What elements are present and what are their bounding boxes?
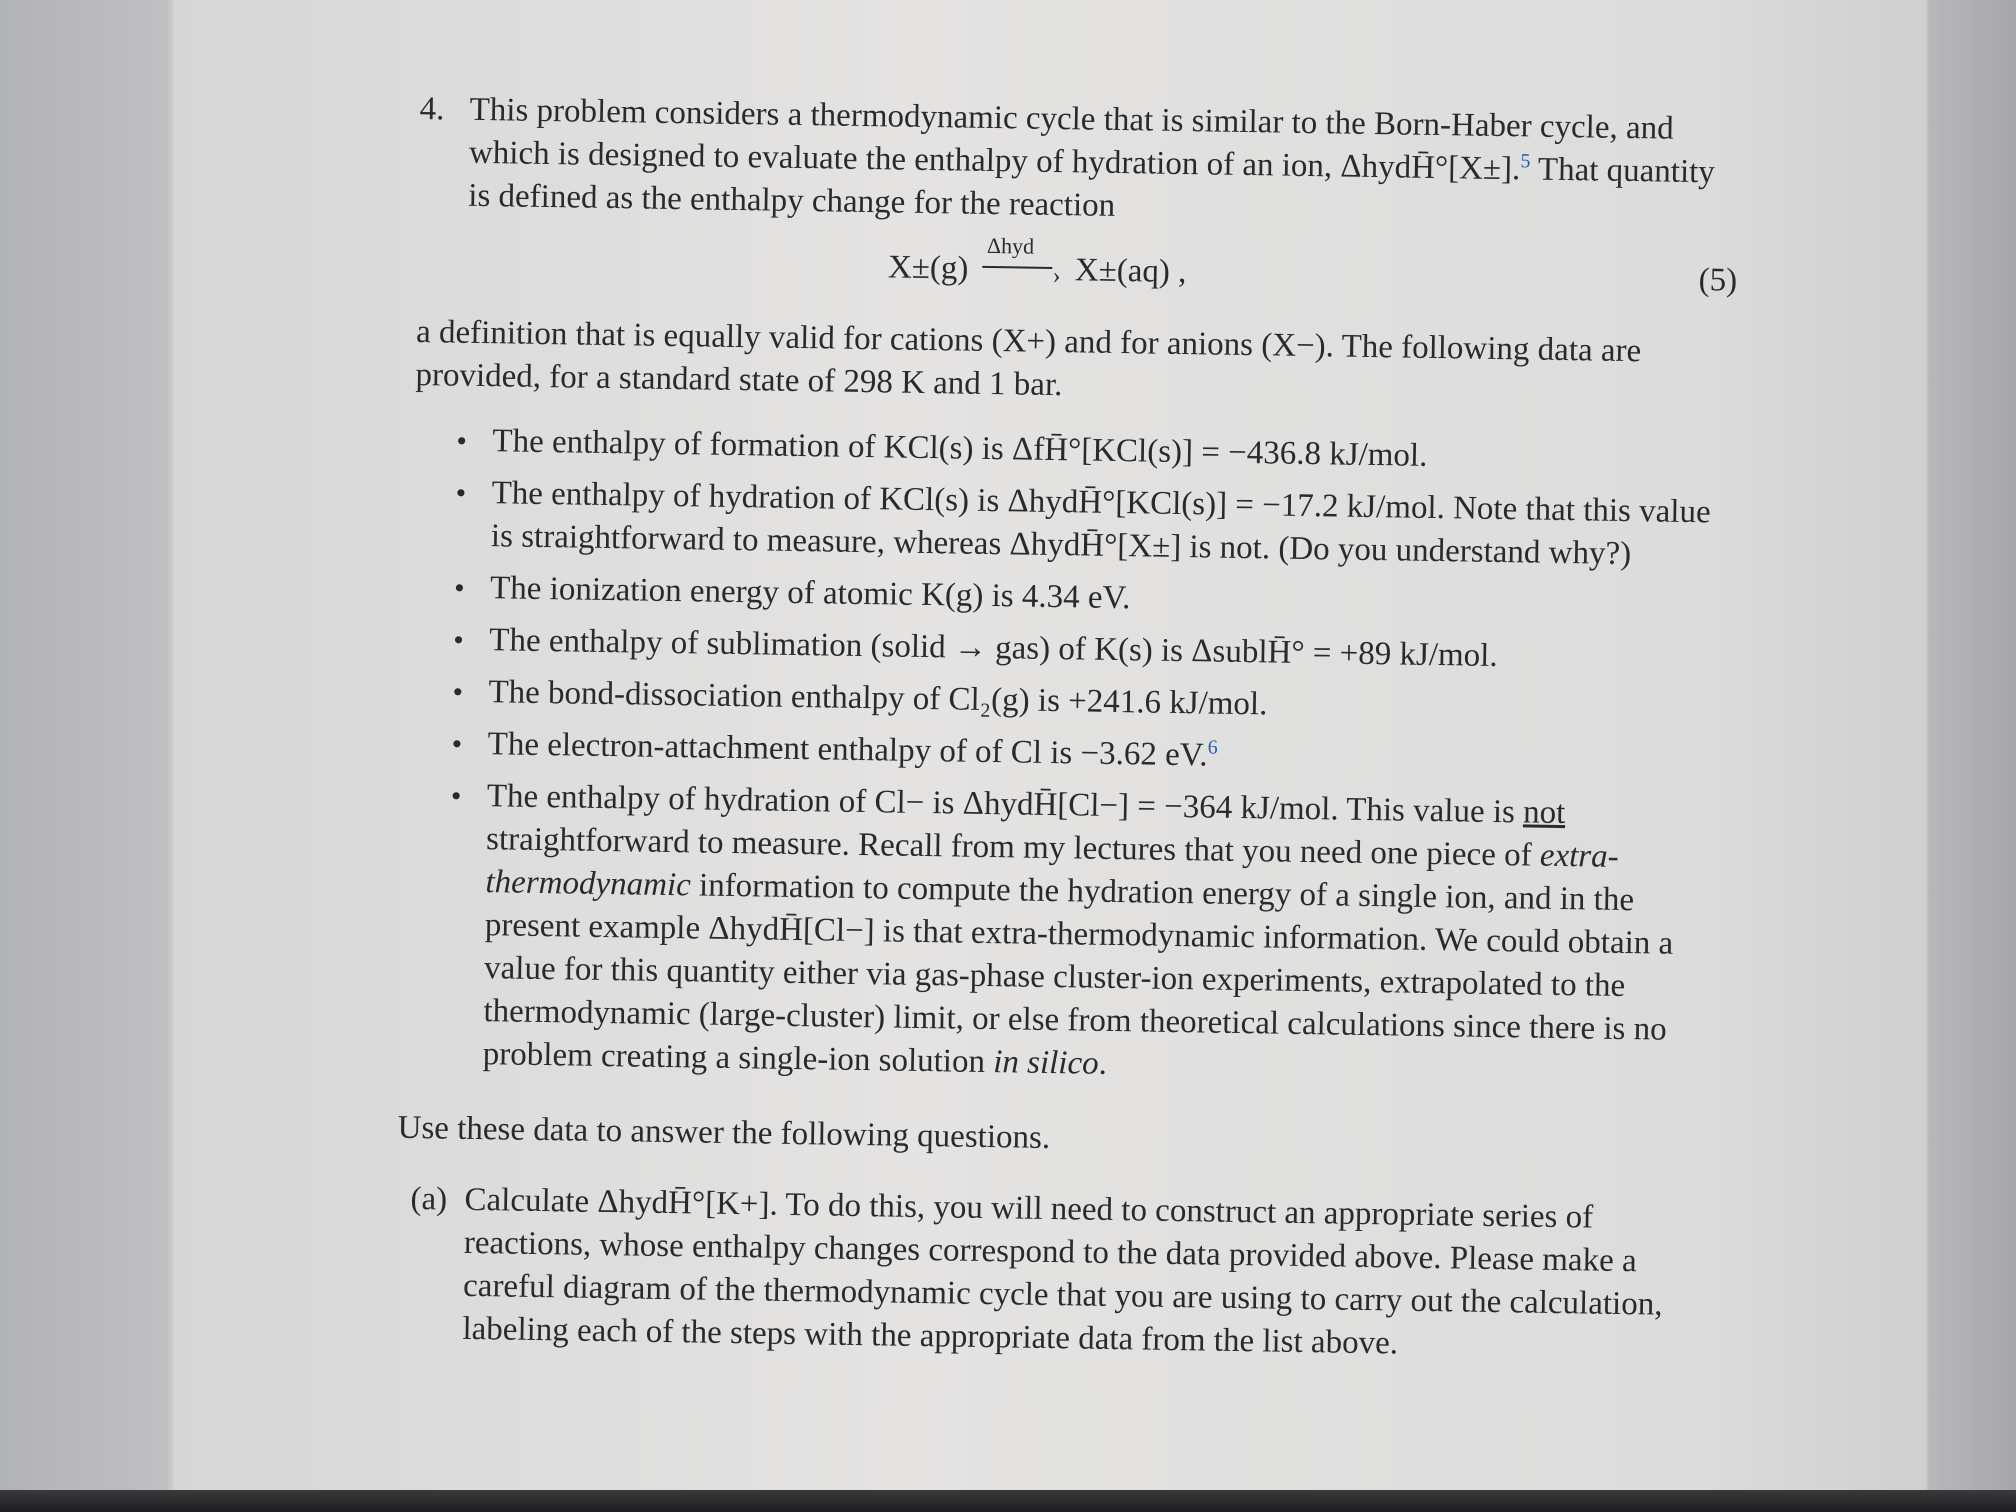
list-item-text: straightforward to measure. Recall from my lectures that you need one piece of (485, 821, 1541, 874)
list-item-text: The enthalpy of sublimation (solid → gas) of K(s) is ΔsublH̄° = +89 kJ/mol. (489, 622, 1498, 674)
list-item (453, 567, 1733, 630)
problem-document (397, 88, 1740, 1371)
reaction-equation (417, 232, 1738, 312)
arrow-head-icon: › (1052, 262, 1061, 290)
part-a-text: Calculate ΔhydH̄°[K+]. To do this, you will need to construct an appropriate series of reactions, whose enthalpy changes correspond to the data provided above. Please make a careful diagram of the thermodynamic cycle that you are using to carry out the calculation, labeling each of the steps with the appropriate data from the list above. (462, 1181, 1663, 1362)
list-item (456, 420, 1735, 483)
equation-number: (5) (1698, 262, 1738, 299)
data-list (404, 419, 1734, 1096)
bullet-icon: • (456, 424, 468, 458)
list-item-text: The bond-dissociation enthalpy of Cl₂(g) is +241.6 kJ/mol. (488, 674, 1268, 723)
list-item-text: The enthalpy of hydration of Cl− is ΔhydH̄[Cl−] = −364 kJ/mol. This value is (486, 778, 1524, 831)
list-item (455, 472, 1734, 577)
arrow-label: Δhyd (986, 232, 1035, 259)
intro-text-2: That quantity is defined as the enthalpy change for the reaction (468, 151, 1716, 224)
bullet-icon: • (452, 675, 464, 709)
equation-left: X±(g) (887, 249, 969, 287)
bullet-icon: • (451, 727, 463, 761)
problem-number: 4. (419, 90, 445, 128)
monitor-bottom-edge (0, 1490, 2016, 1512)
footnote-marker-6[interactable]: 6 (1207, 736, 1218, 759)
list-item (453, 619, 1732, 682)
italic-phrase: extra-thermodynamic (485, 837, 1619, 904)
equation-right: X±(aq) , (1074, 252, 1187, 291)
list-item (450, 775, 1729, 1095)
italic-phrase: in silico (992, 1044, 1099, 1082)
list-item-text: The enthalpy of hydration of KCl(s) is ΔhydH̄°[KCl(s)] = −17.2 kJ/mol. Note that this value is straightforward to measure, whereas ΔhydH̄°[X±] is not. (Do you understand why?) (490, 475, 1711, 573)
monitor-bezel-left (0, 0, 168, 1512)
reaction-arrow (982, 232, 1061, 292)
list-item-text: The enthalpy of formation of KCl(s) is ΔfH̄°[KCl(s)] = −436.8 kJ/mol. (492, 423, 1428, 474)
list-item (452, 671, 1731, 734)
list-item-text: information to compute the hydration energy of a single ion, and in the present example ΔhydH̄[Cl−] is that extra-thermodynamic information. We could obtain a value for this quantity either via gas-phase cluster-ion experiments, extrapolated to the thermodynamic (large-cluster) limit, or else from theoretical calculations since there is no problem creating a single-ion solution (482, 867, 1674, 1081)
list-item (451, 723, 1730, 786)
definition-paragraph: a definition that is equally valid for cations (X+) and for anions (X−). The following data are provided, for a standard state of 298 K and 1 bar. (415, 313, 1642, 404)
list-item-text: The electron-attachment enthalpy of of Cl is −3.62 eV. (487, 726, 1208, 774)
list-item-text: The ionization energy of atomic K(g) is 4.34 eV. (489, 570, 1131, 617)
bullet-icon: • (455, 476, 467, 510)
instructions-line: Use these data to answer the following questions. (397, 1109, 1051, 1157)
intro-text: This problem considers a thermodynamic cycle that is similar to the Born-Haber cycle, and which is designed to evaluate the enthalpy of hydration of an ion, ΔhydH̄°[X±]. (468, 91, 1674, 188)
part-a (400, 1178, 1723, 1371)
part-a-label: (a) (410, 1180, 448, 1218)
problem-intro (418, 88, 1740, 238)
bullet-icon: • (453, 571, 465, 605)
monitor-bezel-right (1930, 0, 2016, 1512)
list-item-text: . (1098, 1045, 1108, 1082)
bullet-icon: • (450, 779, 462, 813)
footnote-marker-5[interactable]: 5 (1520, 150, 1531, 173)
arrow-line (983, 266, 1053, 269)
underlined-word: not (1522, 794, 1566, 832)
bullet-icon: • (453, 623, 465, 657)
